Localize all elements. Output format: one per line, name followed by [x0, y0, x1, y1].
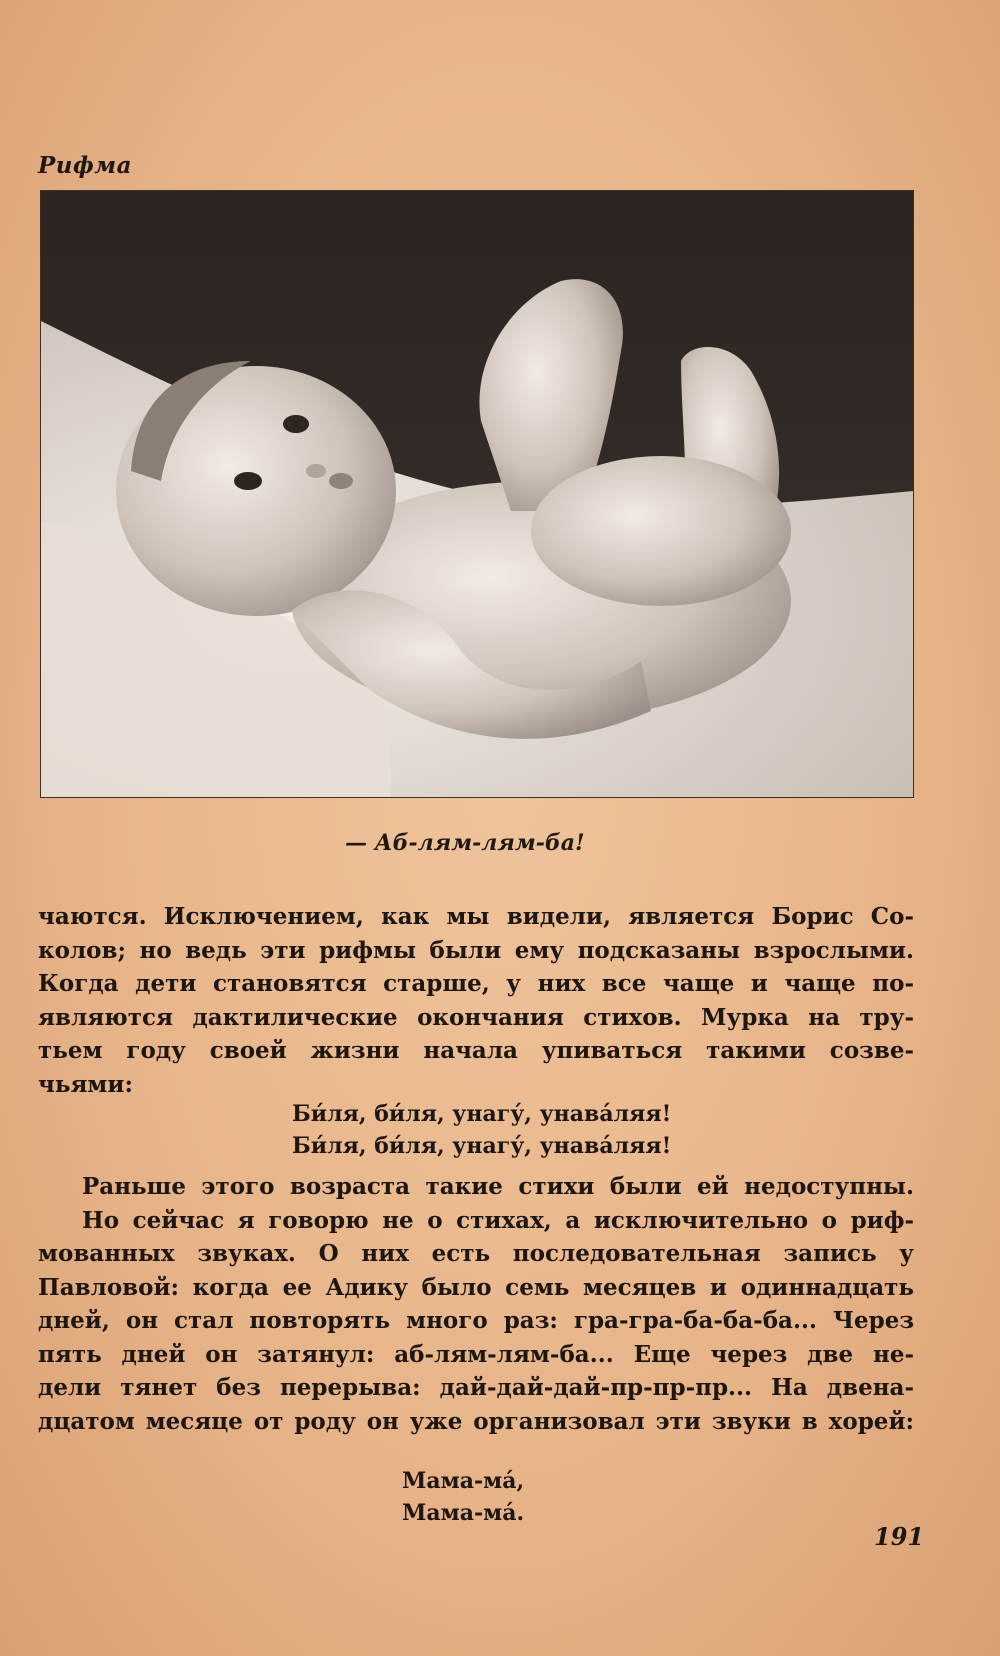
verse-line: Мама-ма́.: [402, 1500, 525, 1526]
running-head: Рифма: [38, 152, 133, 179]
verse-line: Би́ля, би́ля, унагу́, унава́ляя!: [292, 1133, 672, 1159]
text-line: Раньше этого возраста такие стихи были ей недоступны.: [82, 1173, 914, 1200]
photo-baby-icon: [41, 191, 913, 797]
verse-2: [402, 1465, 524, 1529]
text-line: являются дактилические окончания стихов. Мурка на тру-: [38, 1003, 914, 1031]
text-line: колов; но ведь эти рифмы были ему подсказаны взрослыми.: [38, 936, 914, 964]
text-line: дней, он стал повторять много раз: гра-гра-ба-ба-ба... Через: [38, 1307, 914, 1334]
photo-caption: — Аб-лям-лям-ба!: [345, 830, 585, 856]
verse-1: [292, 1098, 671, 1162]
text-line: мованных звуках. О них есть последовательная запись у: [38, 1240, 914, 1267]
text-line: дцатом месяце от роду он уже организовал эти звуки в хорей:: [38, 1407, 914, 1435]
verse-line: Мама-ма́,: [402, 1468, 525, 1494]
page-number: 191: [874, 1522, 925, 1551]
text-line: Но сейчас я говорю не о стихах, а исключительно о риф-: [82, 1206, 914, 1234]
paragraph-1: [38, 900, 914, 1101]
text-line: чаются. Исключением, как мы видели, является Борис Со-: [38, 903, 914, 930]
text-line: Павловой: когда ее Адику было семь месяцев и одиннадцать: [38, 1273, 914, 1301]
text-line: тьем году своей жизни начала упиваться такими созве-: [38, 1037, 914, 1064]
verse-line: Би́ля, би́ля, унагу́, унава́ляя!: [292, 1101, 672, 1127]
text-line: Когда дети становятся старше, у них все чаще и чаще по-: [38, 970, 914, 997]
paragraph-2: [38, 1170, 914, 1438]
baby-photo: [40, 190, 914, 798]
text-line: пять дней он затянул: аб-лям-лям-ба... Еще через две не-: [38, 1340, 914, 1368]
text-line: чьями:: [38, 1070, 133, 1098]
text-line: дели тянет без перерыва: дай-дай-дай-пр-пр-пр... На двена-: [38, 1374, 914, 1401]
